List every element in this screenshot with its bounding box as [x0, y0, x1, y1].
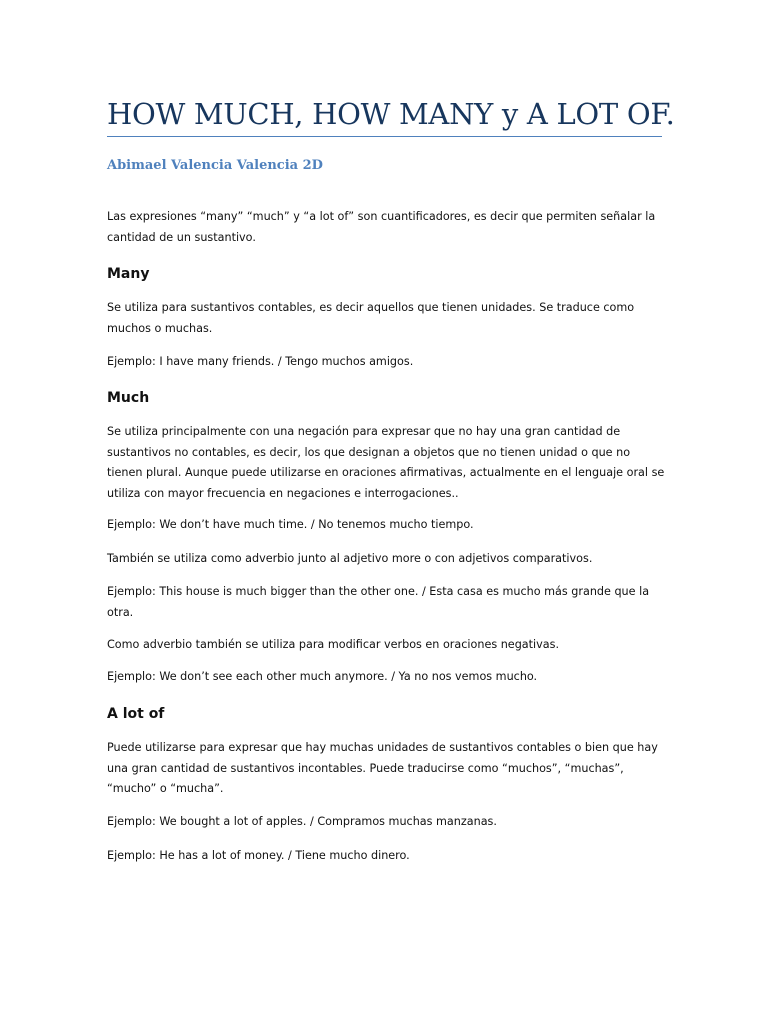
much-paragraph-3: Como adverbio también se utiliza para modificar verbos en oraciones negativas.	[107, 638, 560, 651]
much-paragraph-1: Se utiliza principalmente con una negación para expresar que no hay una gran cantidad de sustantivos no contables, es decir, los que designan a objetos que no tienen unidad o que no tienen plural. Aunque puede utilizarse en oraciones afirmativas, actualmente en el lenguaje oral se utiliza con mayor frecuencia en negaciones e interrogaciones..	[107, 425, 665, 500]
intro-paragraph: Las expresiones “many” “much” y “a lot of” son cuantificadores, es decir que permiten señalar la cantidad de un sustantivo.	[107, 210, 656, 244]
alotof-paragraph-1: Puede utilizarse para expresar que hay muchas unidades de sustantivos contables o bien que hay una gran cantidad de sustantivos incontables. Puede traducirse como “muchos”, “muchas”, “mucho” o “mucha”.	[107, 741, 658, 795]
title-divider	[107, 136, 662, 137]
much-example-2: Ejemplo: This house is much bigger than the other one. / Esta casa es mucho más grande que la otra.	[107, 585, 650, 619]
heading-a-lot-of: A lot of	[107, 706, 165, 722]
heading-many: Many	[107, 266, 150, 282]
alotof-example-1: Ejemplo: We bought a lot of apples. / Compramos muchas manzanas.	[107, 815, 497, 828]
much-example-3: Ejemplo: We don’t see each other much anymore. / Ya no nos vemos mucho.	[107, 670, 538, 683]
author-subtitle: Abimael Valencia Valencia 2D	[107, 158, 323, 173]
many-paragraph-1: Se utiliza para sustantivos contables, es decir aquellos que tienen unidades. Se traduce como muchos o muchas.	[107, 301, 635, 335]
much-example-1: Ejemplo: We don’t have much time. / No tenemos mucho tiempo.	[107, 518, 474, 531]
much-paragraph-2: También se utiliza como adverbio junto al adjetivo more o con adjetivos comparativos.	[107, 552, 593, 565]
many-example: Ejemplo: I have many friends. / Tengo muchos amigos.	[107, 355, 414, 368]
alotof-example-2: Ejemplo: He has a lot of money. / Tiene mucho dinero.	[107, 849, 410, 862]
document-title: HOW MUCH, HOW MANY y A LOT OF.	[107, 97, 675, 131]
heading-much: Much	[107, 390, 150, 406]
